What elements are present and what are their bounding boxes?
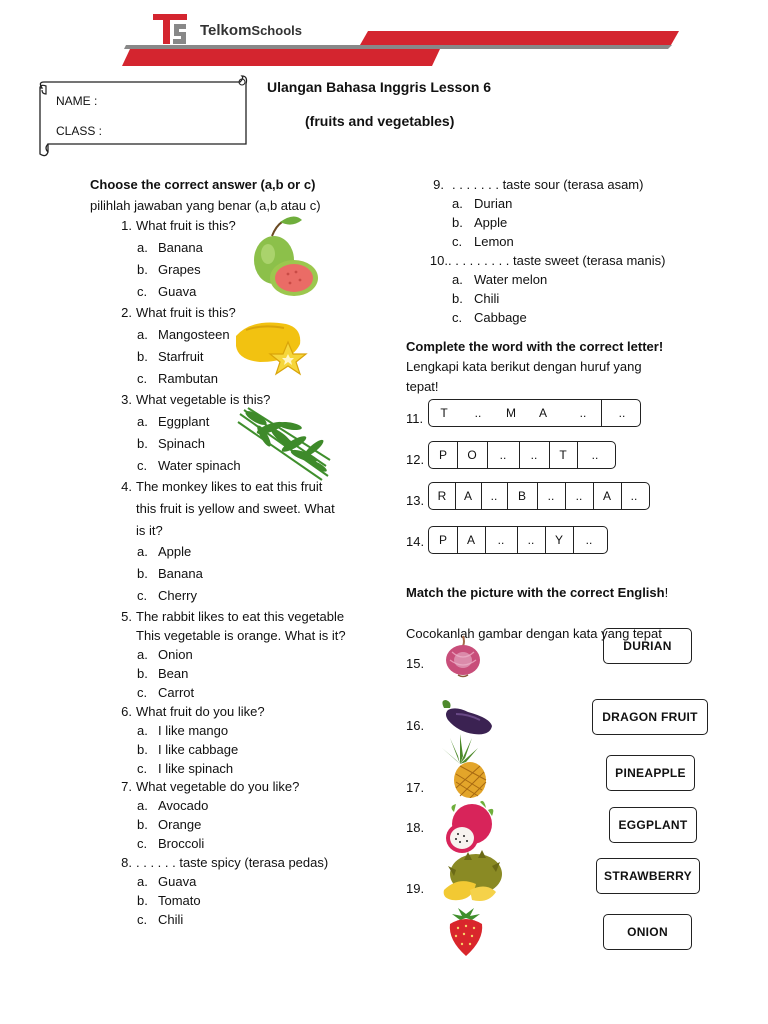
word-cell: .. (481, 483, 508, 509)
word-puzzle-13[interactable] (428, 482, 650, 510)
word-cell: .. (565, 400, 602, 426)
section1-subheading: pilihlah jawaban yang benar (a,b atau c) (90, 198, 321, 213)
word-cell: .. (485, 527, 518, 553)
word-number: 13. (406, 493, 425, 508)
word-cell: .. (630, 489, 638, 503)
questions-right: 9. . . . . . . . taste sour (terasa asam) a. Durian b. Apple c. Lemon 10. . . . . . . . . . taste sweet (terasa manis) a. Water melon b. Chili c. Cabbage (429, 177, 666, 325)
strawberry-icon (444, 906, 488, 958)
section2-heading: Complete the word with the correct letter! (406, 339, 664, 354)
word-cell: P (429, 442, 458, 468)
durian-icon (434, 850, 506, 906)
word-cell: R (429, 483, 456, 509)
match-number: 15. (406, 656, 425, 671)
word-cell: A (538, 406, 547, 420)
word-cell: P (429, 527, 458, 553)
word-cell: A (455, 483, 482, 509)
section3-sub: Cocokanlah gambar dengan kata yang tepat (406, 626, 662, 641)
section3-heading: Match the picture with the correct English! (406, 585, 669, 600)
word-number: 14. (406, 534, 425, 549)
word-puzzle-14[interactable] (428, 526, 608, 554)
page-subtitle: (fruits and vegetables) (305, 113, 455, 129)
word-cell: .. (591, 448, 599, 462)
match-word-durian[interactable]: DURIAN (603, 628, 692, 664)
word-cell: A (593, 483, 622, 509)
page-title: Ulangan Bahasa Inggris Lesson 6 (267, 79, 492, 95)
word-cell: A (457, 527, 486, 553)
word-cell: .. (487, 442, 520, 468)
word-cell: T (440, 406, 448, 420)
question-text: What fruit is this? (136, 218, 236, 233)
word-cell: T (549, 442, 578, 468)
match-word-strawberry[interactable]: STRAWBERRY (596, 858, 700, 894)
word-cell: .. (585, 533, 593, 547)
word-number: 11. (406, 411, 424, 426)
word-puzzle-11[interactable] (428, 399, 641, 427)
word-cell: M (506, 406, 516, 420)
questions-left: 1. What fruit is this? a. Banana b. Grapes c. Guava 2. What fruit is this? a. Mangosteen b. Starfruit c. Rambutan 3. What vegetable is this? a. Eggplant b. Spinach c. Water spinach 4. The monkey likes to eat this fruit this fruit is yellow and sweet. What is it? a. Apple b. Banana c. Cherry 5. The rabbit likes to eat this vegetable This vegetable is orange. What is it? a. Onion b. Bean c. Carrot 6. What fruit do you like? a. I like mango b. I like cabbage c. I like spinach 7. What vegetable do you like? a. Avocado b. Orange c. Broccoli 8. . . . . . . taste spicy (terasa pedas) a. Guava b. Tomato c. Chili (0, 0, 400, 1024)
word-cell: .. (474, 406, 482, 420)
match-word-dragon-fruit[interactable]: DRAGON FRUIT (592, 699, 708, 735)
word-cell: .. (565, 483, 594, 509)
match-word-eggplant[interactable]: EGGPLANT (609, 807, 697, 843)
word-puzzle-12[interactable] (428, 441, 616, 469)
word-cell: .. (519, 442, 550, 468)
eggplant-icon (434, 698, 498, 738)
match-number: 19. (406, 881, 425, 896)
match-number: 17. (406, 780, 425, 795)
match-word-onion[interactable]: ONION (603, 914, 692, 950)
class-label: CLASS : (56, 124, 103, 138)
word-cell: Y (545, 527, 574, 553)
word-number: 12. (406, 452, 425, 467)
word-cell: .. (537, 483, 566, 509)
onion-icon (436, 632, 490, 678)
section2-sub2: tepat! (406, 379, 439, 394)
match-word-pineapple[interactable]: PINEAPPLE (606, 755, 695, 791)
question-number: 1. (121, 218, 132, 233)
pineapple-icon (430, 734, 492, 798)
word-cell: B (507, 483, 538, 509)
name-label: NAME : (56, 94, 98, 108)
match-number: 16. (406, 718, 425, 733)
logo-text: TelkomSchools (200, 22, 302, 39)
section1-heading: Choose the correct answer (a,b or c) (90, 177, 316, 192)
word-cell: .. (517, 527, 546, 553)
word-cell: O (457, 442, 488, 468)
water-spinach-icon (234, 404, 336, 482)
section2-sub1: Lengkapi kata berikut dengan huruf yang (406, 359, 642, 374)
match-number: 18. (406, 820, 425, 835)
word-cell: .. (618, 406, 626, 420)
